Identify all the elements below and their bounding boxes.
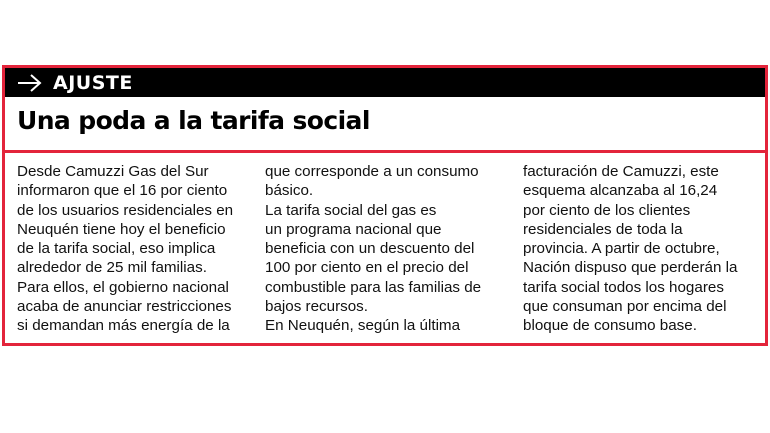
body-line: bajos recursos. [265,298,368,316]
body-line: que corresponde a un consumo [265,163,479,180]
body-line: 100 por ciento en el precio del [265,259,469,277]
body-column-2 [265,162,481,336]
body-column-1 [17,162,233,336]
body-line: bloque de consumo base. [523,317,697,335]
body-line: Desde Camuzzi Gas del Sur [17,163,209,180]
body-line: esquema alcanzaba al 16,24 [523,182,718,200]
body-line: facturación de Camuzzi, este [523,163,719,180]
body-line: si demandan más energía de la [17,317,230,335]
body-line: un programa nacional que [265,220,442,238]
body-line: por ciento de los clientes [523,201,691,219]
body-line: Nación dispuso que perderán la [523,259,738,277]
body-line: residenciales de toda la [523,220,683,238]
body-line: La tarifa social del gas es [265,201,437,219]
body-line: Para ellos, el gobierno nacional [17,278,229,296]
body-column-3 [523,162,737,336]
body-line: acaba de anunciar restricciones [17,298,232,316]
body-line: de los usuarios residenciales en [17,201,234,219]
body-line: En Neuquén, según la última [265,317,461,335]
body-line: de la tarifa social, eso implica [17,240,216,258]
body-line: provincia. A partir de octubre, [523,240,720,258]
headline: Una poda a la tarifa social [17,106,370,135]
body-line: combustible para las familias de [265,278,482,296]
arrow-right-icon [17,73,43,93]
body-line: que consuman por encima del [523,298,727,316]
body-line: tarifa social todos los hogares [523,278,724,296]
body-line: alrededor de 25 mil familias. [17,259,207,277]
body-line: informaron que el 16 por ciento [17,182,228,200]
body-line: básico. [265,182,314,200]
kicker-bar [5,68,765,97]
body-line: beneficia con un descuento del [265,240,475,258]
headline-divider [5,150,765,153]
article-box [2,65,768,346]
body-line: Neuquén tiene hoy el beneficio [17,220,226,238]
kicker-label: AJUSTE [53,71,133,94]
